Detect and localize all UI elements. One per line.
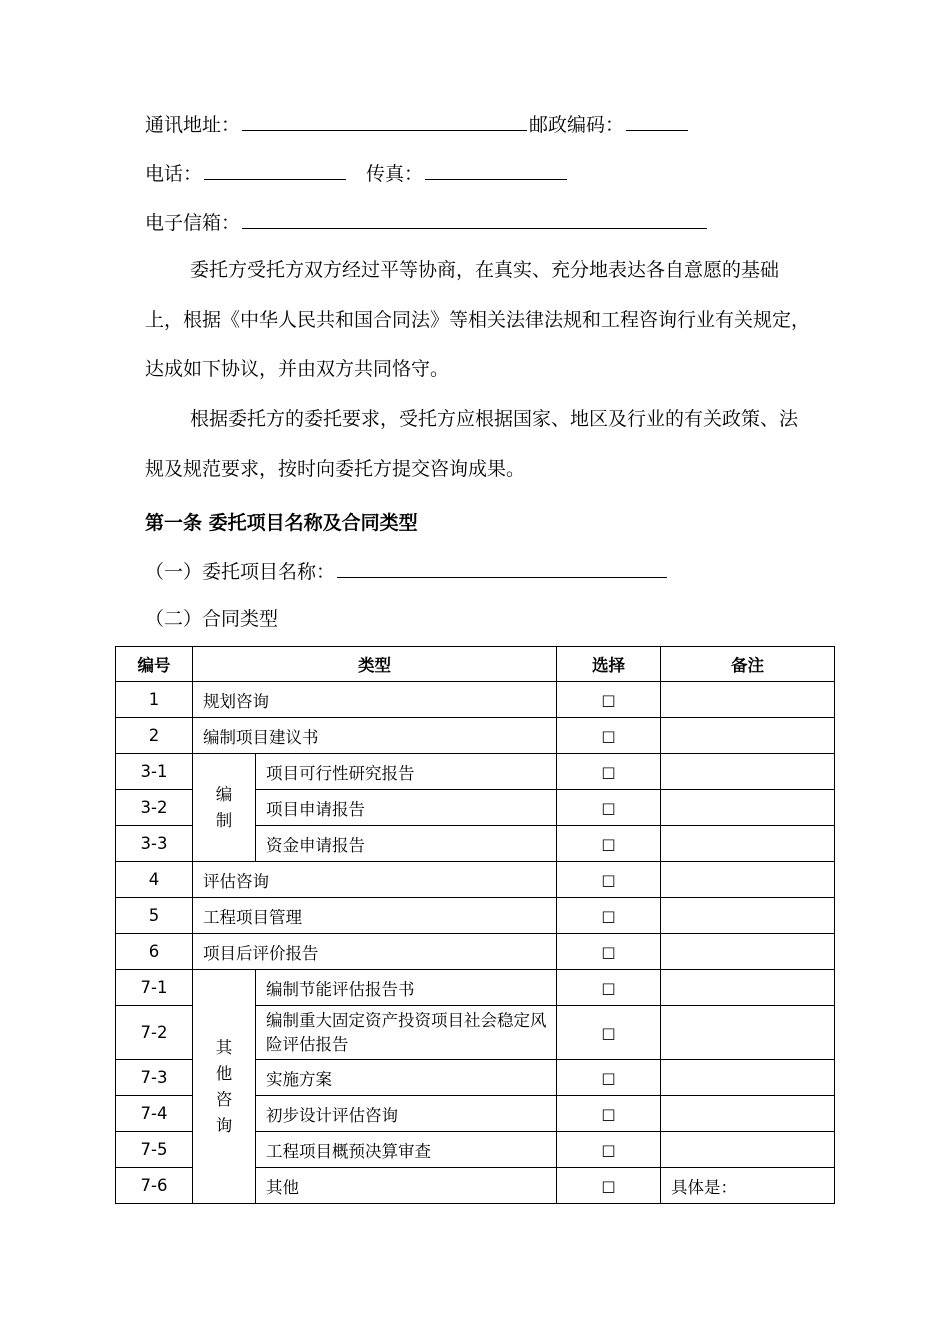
select-checkbox[interactable]: □ bbox=[557, 1168, 661, 1204]
project-name-label: （一）委托项目名称： bbox=[145, 561, 336, 583]
row-notes[interactable] bbox=[661, 754, 835, 790]
row-number: 3-2 bbox=[116, 790, 193, 826]
row-type: 编制节能评估报告书 bbox=[256, 970, 557, 1006]
row-type: 工程项目概预决算审查 bbox=[256, 1132, 557, 1168]
select-checkbox[interactable]: □ bbox=[557, 970, 661, 1006]
select-checkbox[interactable]: □ bbox=[557, 898, 661, 934]
row-number: 3-1 bbox=[116, 754, 193, 790]
table-row bbox=[116, 682, 835, 718]
email-label: 电子信箱： bbox=[145, 212, 241, 234]
row-notes[interactable] bbox=[661, 1006, 835, 1060]
row-notes[interactable] bbox=[661, 682, 835, 718]
row-number: 7-2 bbox=[116, 1006, 193, 1060]
row-type: 评估咨询 bbox=[193, 862, 557, 898]
table-row bbox=[116, 754, 835, 790]
row-notes[interactable] bbox=[661, 934, 835, 970]
row-type: 工程项目管理 bbox=[193, 898, 557, 934]
requirement-paragraph: 根据委托方的委托要求，受托方应根据国家、地区及行业的有关政策、法规及规范要求，按时向委托方提交咨询成果。 bbox=[145, 408, 799, 480]
select-checkbox[interactable]: □ bbox=[557, 790, 661, 826]
table-row bbox=[116, 934, 835, 970]
row-type: 实施方案 bbox=[256, 1060, 557, 1096]
header-number: 编号 bbox=[116, 647, 193, 682]
intro-paragraph: 委托方受托方双方经过平等协商，在真实、充分地表达各自意愿的基础上，根据《中华人民共和国合同法》等相关法律法规和工程咨询行业有关规定，达成如下协议，并由双方共同恪守。 bbox=[145, 259, 811, 380]
header-type: 类型 bbox=[193, 647, 557, 682]
select-checkbox[interactable]: □ bbox=[557, 682, 661, 718]
contract-type-label: （二）合同类型 bbox=[145, 608, 279, 630]
row-number: 7-5 bbox=[116, 1132, 193, 1168]
select-checkbox[interactable]: □ bbox=[557, 754, 661, 790]
table-row bbox=[116, 862, 835, 898]
project-name-field[interactable] bbox=[337, 557, 667, 578]
select-checkbox[interactable]: □ bbox=[557, 718, 661, 754]
group-char: 询 bbox=[215, 1115, 233, 1135]
group-char: 编 bbox=[215, 784, 233, 804]
select-checkbox[interactable]: □ bbox=[557, 1132, 661, 1168]
row-number: 7-3 bbox=[116, 1060, 193, 1096]
row-notes[interactable] bbox=[661, 790, 835, 826]
row-notes[interactable] bbox=[661, 1132, 835, 1168]
select-checkbox[interactable]: □ bbox=[557, 1096, 661, 1132]
row-number: 4 bbox=[116, 862, 193, 898]
group-char: 制 bbox=[215, 810, 233, 830]
row-number: 7-4 bbox=[116, 1096, 193, 1132]
row-notes[interactable] bbox=[661, 718, 835, 754]
row-number: 2 bbox=[116, 718, 193, 754]
group-char: 他 bbox=[215, 1063, 233, 1083]
row-notes[interactable] bbox=[661, 898, 835, 934]
row-notes[interactable] bbox=[661, 862, 835, 898]
select-checkbox[interactable]: □ bbox=[557, 862, 661, 898]
phone-field[interactable] bbox=[204, 159, 346, 180]
row-type: 资金申请报告 bbox=[256, 826, 557, 862]
table-row bbox=[116, 898, 835, 934]
contract-type-table bbox=[115, 646, 835, 1204]
row-type: 编制项目建议书 bbox=[193, 718, 557, 754]
group-char: 咨 bbox=[215, 1089, 233, 1109]
email-line bbox=[145, 208, 709, 236]
project-name-line bbox=[145, 557, 669, 585]
group-compile-label bbox=[193, 754, 256, 862]
email-field[interactable] bbox=[242, 208, 707, 229]
table-row bbox=[116, 970, 835, 1006]
table-row bbox=[116, 718, 835, 754]
group-other-consulting-label bbox=[193, 970, 256, 1204]
row-type: 其他 bbox=[256, 1168, 557, 1204]
address-label: 通讯地址： bbox=[145, 114, 241, 136]
select-checkbox[interactable]: □ bbox=[557, 1006, 661, 1060]
row-number: 1 bbox=[116, 682, 193, 718]
row-type: 项目申请报告 bbox=[256, 790, 557, 826]
row-type: 项目可行性研究报告 bbox=[256, 754, 557, 790]
phone-fax-line bbox=[145, 159, 569, 187]
select-checkbox[interactable]: □ bbox=[557, 934, 661, 970]
select-checkbox[interactable]: □ bbox=[557, 1060, 661, 1096]
postcode-label: 邮政编码： bbox=[529, 114, 625, 136]
address-line bbox=[145, 110, 690, 138]
row-type: 编制重大固定资产投资项目社会稳定风险评估报告 bbox=[256, 1006, 557, 1060]
row-notes[interactable] bbox=[661, 1060, 835, 1096]
table-header-row bbox=[116, 647, 835, 682]
header-notes: 备注 bbox=[661, 647, 835, 682]
row-type: 初步设计评估咨询 bbox=[256, 1096, 557, 1132]
row-notes[interactable] bbox=[661, 1096, 835, 1132]
postcode-field[interactable] bbox=[626, 110, 688, 131]
row-type: 规划咨询 bbox=[193, 682, 557, 718]
article1-title: 第一条 委托项目名称及合同类型 bbox=[145, 512, 418, 534]
row-notes[interactable] bbox=[661, 826, 835, 862]
row-number: 7-6 bbox=[116, 1168, 193, 1204]
row-number: 3-3 bbox=[116, 826, 193, 862]
row-number: 5 bbox=[116, 898, 193, 934]
address-field[interactable] bbox=[242, 110, 527, 131]
fax-field[interactable] bbox=[425, 159, 567, 180]
row-type: 项目后评价报告 bbox=[193, 934, 557, 970]
select-checkbox[interactable]: □ bbox=[557, 826, 661, 862]
row-notes[interactable] bbox=[661, 970, 835, 1006]
fax-label: 传真： bbox=[366, 163, 424, 185]
row-notes[interactable]: 具体是： bbox=[661, 1168, 835, 1204]
group-char: 其 bbox=[215, 1037, 233, 1057]
phone-label: 电话： bbox=[145, 163, 203, 185]
row-number: 7-1 bbox=[116, 970, 193, 1006]
row-number: 6 bbox=[116, 934, 193, 970]
header-select: 选择 bbox=[557, 647, 661, 682]
